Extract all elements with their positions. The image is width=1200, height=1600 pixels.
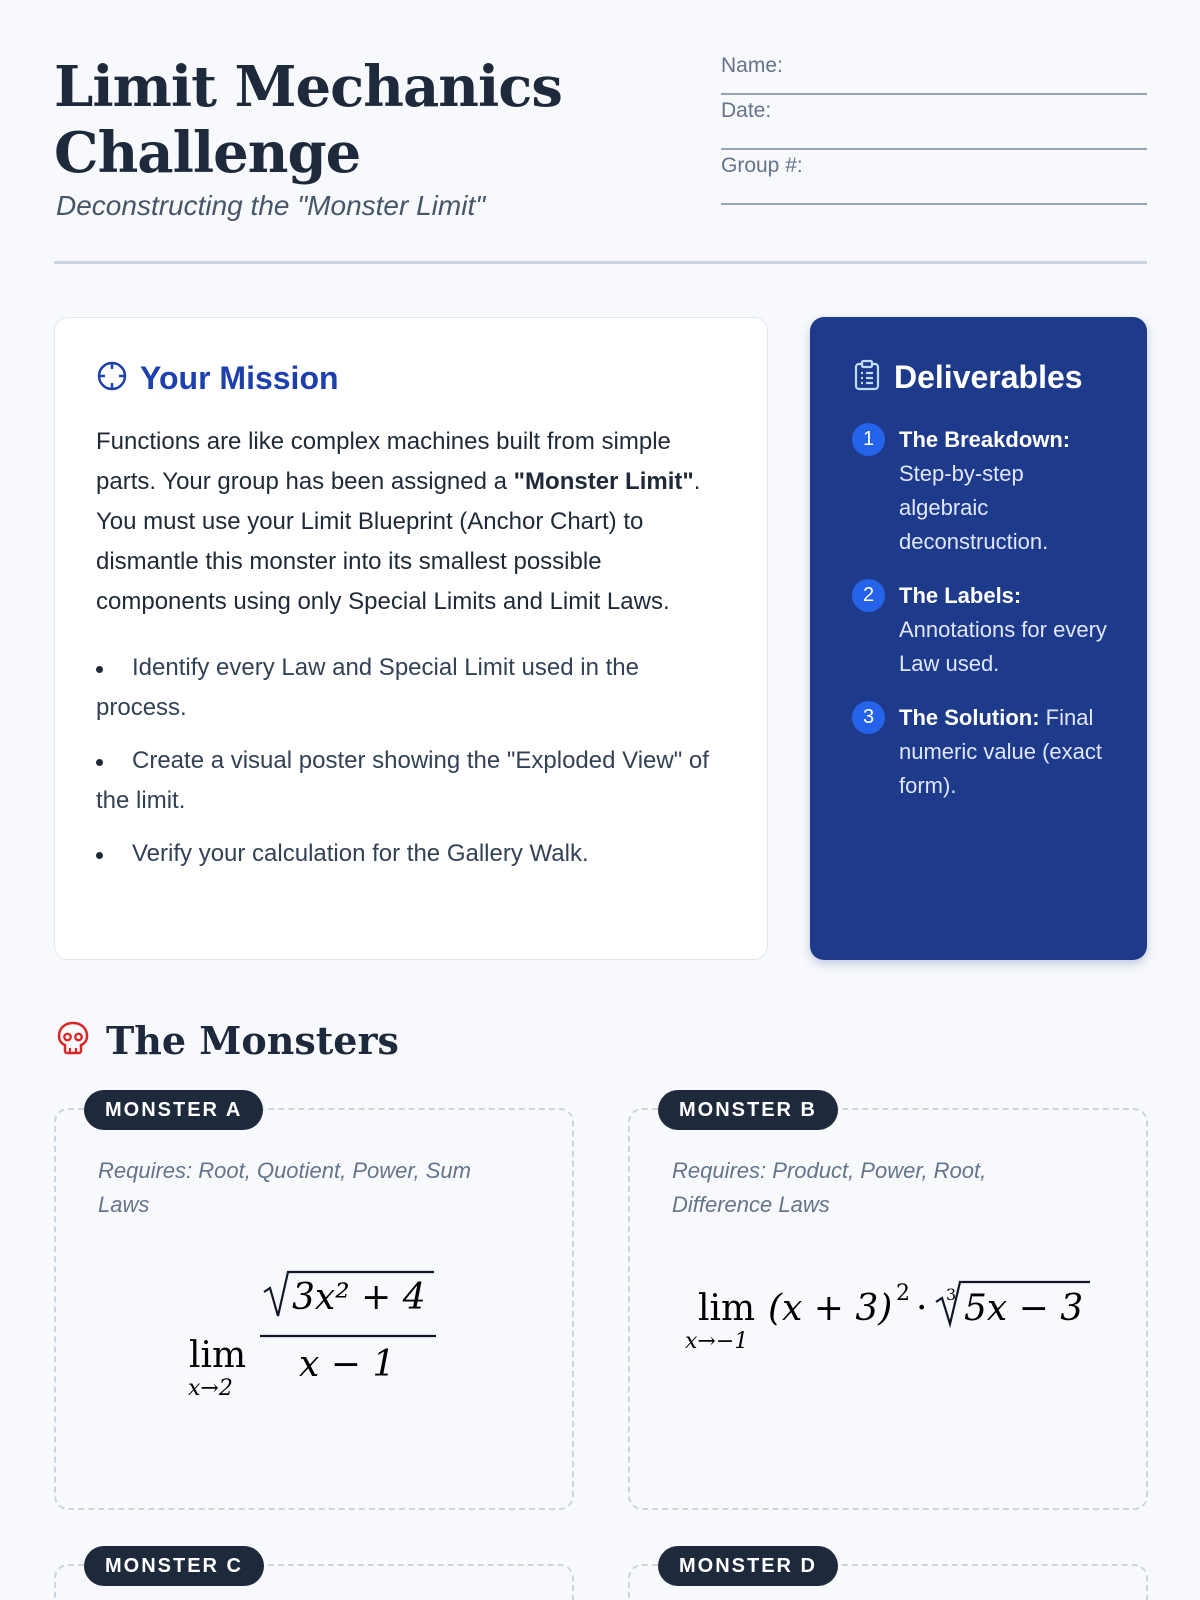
section-title: The Monsters [106, 1018, 399, 1063]
monster-card-b [628, 1098, 1148, 1510]
monster-tag: MONSTER B [658, 1090, 838, 1130]
list-item: Create a visual poster showing the "Exploded View" of the limit. [96, 741, 727, 821]
monsters-heading [56, 1018, 399, 1063]
list-item: 3 The Solution: Final numeric value (exact form). [852, 701, 1117, 803]
page-title [54, 54, 654, 186]
list-item: 2 The Labels: Annotations for every Law used. [852, 579, 1117, 681]
list-item: 1 The Breakdown: Step-by-step algebraic deconstruction. [852, 423, 1117, 559]
page-subtitle: Deconstructing the "Monster Limit" [56, 190, 486, 221]
title-line-1: Limit Mechanics [54, 54, 562, 120]
root-index-text: 3 [946, 1285, 957, 1304]
lim-text: lim [189, 1335, 247, 1376]
mission-body: Functions are like complex machines built from simple parts. Your group has been assigned a "Monster Limit". You must use your Limit Blueprint (Anchor Chart) to dismantle this monster into its smallest possible components using only Special Limits and Limit Laws. [96, 428, 701, 615]
monster-card-a [54, 1098, 574, 1510]
mission-card [54, 317, 768, 960]
monster-card-c [54, 1554, 574, 1600]
deliverables-heading: Deliverables [894, 358, 1083, 395]
denominator-text: x − 1 [299, 1344, 396, 1385]
header-divider [54, 261, 1147, 264]
mission-heading: Your Mission [140, 359, 339, 396]
clipboard-icon [852, 359, 882, 396]
requirements-text: Requires: Root, Quotient, Power, Sum Laws [98, 1158, 471, 1217]
skull-icon [56, 1020, 90, 1061]
approach-text: x→−1 [685, 1329, 749, 1354]
step-number: 1 [852, 423, 885, 456]
requirements-text: Requires: Product, Power, Root, Difference Laws [672, 1158, 987, 1217]
step-number: 3 [852, 701, 885, 734]
monster-tag: MONSTER C [84, 1546, 264, 1586]
crosshair-icon [96, 360, 128, 397]
lim-text: lim [698, 1288, 756, 1329]
mission-bullets [96, 648, 727, 874]
student-info-fields [721, 54, 1147, 205]
list-item: Verify your calculation for the Gallery Walk. [96, 834, 727, 874]
formula-b [630, 1270, 1150, 1420]
radicand-text: 5x − 3 [964, 1288, 1084, 1329]
numerator-text: 3x² + 4 [292, 1277, 426, 1318]
formula-a [56, 1270, 576, 1420]
name-field[interactable]: Name: [721, 54, 1147, 95]
list-item: Identify every Law and Special Limit used in the process. [96, 648, 727, 728]
approach-text: x→2 [188, 1376, 233, 1401]
monster-tag: MONSTER A [84, 1090, 263, 1130]
title-line-2: Challenge [54, 120, 361, 186]
factor-text: (x + 3) [768, 1288, 893, 1329]
power-text: 2 [896, 1281, 910, 1306]
dot-text: · [916, 1288, 928, 1329]
monster-tag: MONSTER D [658, 1546, 838, 1586]
group-field[interactable]: Group #: [721, 150, 1147, 205]
date-field[interactable]: Date: [721, 95, 1147, 150]
deliverables-list [852, 423, 1117, 803]
monster-card-d [628, 1554, 1148, 1600]
deliverables-card [810, 317, 1147, 960]
step-number: 2 [852, 579, 885, 612]
page-header [54, 54, 1147, 264]
